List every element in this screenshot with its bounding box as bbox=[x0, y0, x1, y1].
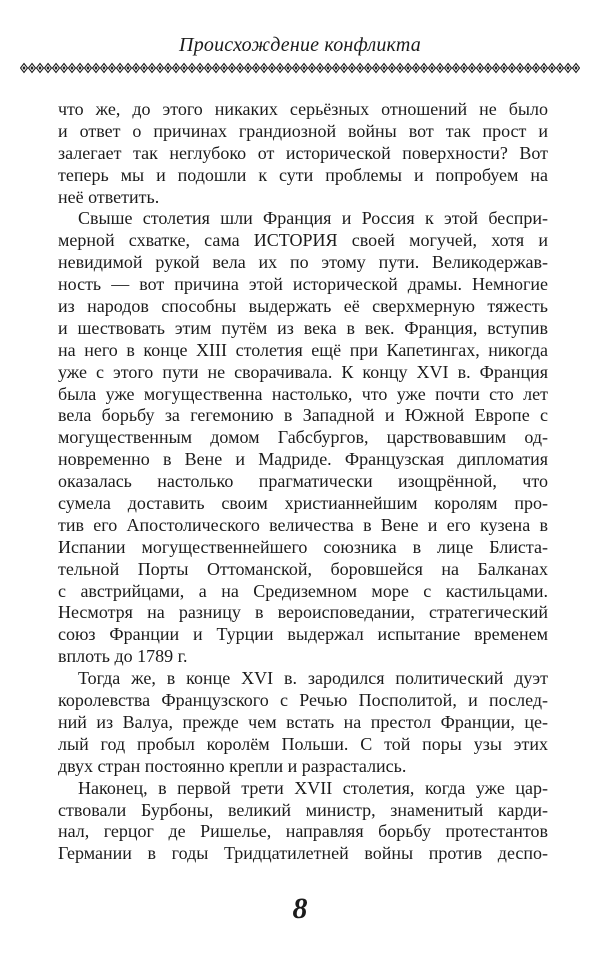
paragraph bbox=[58, 668, 548, 777]
text-line: новременно в Вене и Мадриде. Французская дипломатия bbox=[58, 449, 548, 470]
page-number: 8 bbox=[292, 892, 308, 925]
text-line: на него в конце XIII столетия ещё при Капетингах, никогда bbox=[58, 339, 548, 360]
text-line: залегает так неглубоко от исторической поверхности? Вот bbox=[58, 142, 548, 163]
text-line: ствовали Бурбоны, великий министр, знаменитый карди- bbox=[58, 799, 548, 820]
text-line: Испании могущественнейшего союзника в лице Блиста- bbox=[58, 536, 548, 557]
text-line: могущественным домом Габсбургов, царствовавшим од- bbox=[58, 427, 548, 448]
text-line: Германии в годы Тридцатилетней войны против деспо- bbox=[58, 843, 548, 864]
text-line: Свыше столетия шли Франция и Россия к этой беспри- bbox=[78, 208, 548, 229]
body-text bbox=[58, 99, 548, 865]
text-line: Наконец, в первой трети XVII столетия, когда уже цар- bbox=[78, 777, 548, 798]
text-line: мерной схватке, сама ИСТОРИЯ своей могучей, хотя и bbox=[58, 230, 548, 251]
text-line: ность — вот причина этой исторической драмы. Немногие bbox=[58, 274, 548, 295]
text-line: невидимой рукой вела их по этому пути. Великодержав- bbox=[58, 252, 548, 273]
text-line: вплоть до 1789 г. bbox=[58, 646, 188, 667]
text-line: неё ответить. bbox=[58, 186, 160, 207]
paragraph bbox=[58, 208, 548, 668]
text-line: ний из Валуа, прежде чем встать на престол Франции, це- bbox=[58, 711, 548, 732]
text-line: и шествовать этим путём из века в век. Франция, вступив bbox=[58, 317, 548, 338]
text-line: союз Франции и Турции выдержал испытание временем bbox=[58, 624, 548, 645]
text-line: тельной Порты Оттоманской, боровшейся на Балканах bbox=[58, 558, 548, 579]
text-line: оказалась настолько прагматически изощрённой, что bbox=[58, 471, 548, 492]
text-line: нал, герцог де Ришелье, направляя борьбу протестантов bbox=[58, 821, 548, 842]
text-line: тив его Апостолического величества в Вене и его кузена в bbox=[58, 514, 548, 535]
text-line: из народов способны выдержать её сверхмерную тяжесть bbox=[58, 296, 548, 317]
text-line: двух стран постоянно крепли и разрастались. bbox=[58, 755, 407, 776]
text-line: теперь мы и подошли к сути проблемы и попробуем на bbox=[58, 164, 548, 185]
paragraph bbox=[58, 99, 548, 208]
paragraph bbox=[58, 778, 548, 866]
text-line: лый год пробыл королём Польши. С той поры узы этих bbox=[58, 733, 548, 754]
text-line: Несмотря на разницу в вероисповедании, стратегический bbox=[58, 602, 548, 623]
text-line: королевства Французского с Речью Посполитой, и послед- bbox=[58, 690, 548, 711]
ornament-rule bbox=[20, 62, 580, 74]
text-line: и ответ о причинах грандиозной войны вот так прост и bbox=[58, 120, 548, 141]
text-line: сумела доставить своим христианнейшим королям про- bbox=[58, 493, 548, 514]
text-line: что же, до этого никаких серьёзных отношений не было bbox=[58, 99, 548, 119]
text-line: уже с этого пути не сворачивала. К концу XVI в. Франция bbox=[58, 361, 548, 382]
text-line: Тогда же, в конце XVI в. зародился политический дуэт bbox=[78, 668, 548, 689]
text-line: с австрийцами, а на Средиземном море с кастильцами. bbox=[58, 580, 548, 601]
text-line: вела борьбу за гегемонию в Западной и Южной Европе с bbox=[58, 405, 548, 426]
running-head: Происхождение конфликта bbox=[179, 34, 421, 56]
text-line: была уже могущественна настолько, что уже почти сто лет bbox=[58, 383, 548, 404]
